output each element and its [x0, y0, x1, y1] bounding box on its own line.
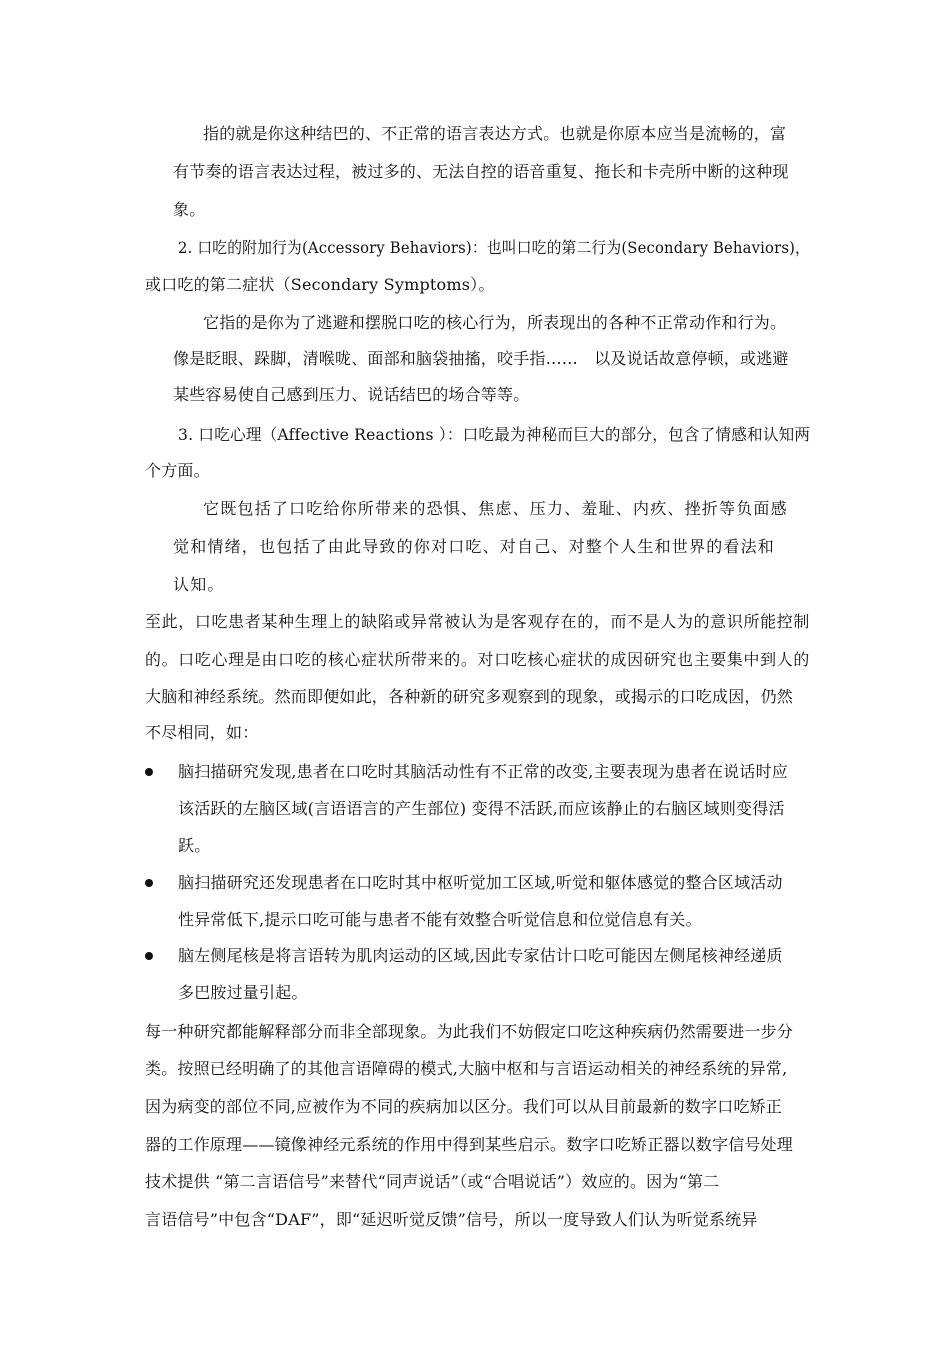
- text-line: 每一种研究都能解释部分而非全部现象。为此我们不妨假定口吃这种疾病仍然需要进一步分: [145, 1022, 794, 1041]
- bullet-icon: [145, 768, 153, 776]
- text-line: 言语信号”中包含“DAF”，即“延迟听觉反馈”信号，所以一度导致人们认为听觉系统异: [145, 1210, 758, 1229]
- text-line: 的。口吃心理是由口吃的核心症状所带来的。对口吃核心症状的成因研究也主要集中到人的: [145, 650, 811, 669]
- text-line: 象。: [173, 200, 206, 219]
- text-line: 性异常低下,提示口吃可能与患者不能有效整合听觉信息和位觉信息有关。: [178, 910, 702, 929]
- text-line: 该活跃的左脑区域(言语语言的产生部位) 变得不活跃,而应该静止的右脑区域则变得活: [178, 799, 785, 818]
- text-line: 技术提供 “第二言语信号”来替代“同声说话”（或“合唱说话”）效应的。因为“第二: [145, 1172, 720, 1191]
- text-line: 认知。: [173, 575, 225, 594]
- bullet-icon: [145, 952, 153, 960]
- text-line: 至此，口吃患者某种生理上的缺陷或异常被认为是客观存在的，而不是人为的意识所能控制: [145, 612, 811, 631]
- text-line: 类。按照已经明确了的其他言语障碍的模式,大脑中枢和与言语运动相关的神经系统的异常,: [145, 1059, 788, 1078]
- text-line: 脑左侧尾核是将言语转为肌肉运动的区域,因此专家估计口吃可能因左侧尾核神经递质: [178, 946, 783, 965]
- text-line: 像是眨眼、跺脚，清喉咙、面部和脑袋抽搐，咬手指…… 以及说话故意停顿，或逃避: [173, 349, 789, 368]
- text-line: 2. 口吃的附加行为(Accessory Behaviors)：也叫口吃的第二行为(Secondary Behaviors)，: [178, 238, 810, 257]
- text-line: 个方面。: [145, 461, 210, 480]
- text-line: 觉和情绪，也包括了由此导致的你对口吃、对自己、对整个人生和世界的看法和: [173, 537, 776, 556]
- text-line: 因为病变的部位不同,应被作为不同的疾病加以区分。我们可以从目前最新的数字口吃矫正: [145, 1097, 783, 1116]
- text-line: 器的工作原理——镜像神经元系统的作用中得到某些启示。数字口吃矫正器以数字信号处理: [145, 1135, 794, 1154]
- text-line: 脑扫描研究还发现患者在口吃时其中枢听觉加工区域,听觉和躯体感觉的整合区域活动: [178, 873, 783, 892]
- text-line: 脑扫描研究发现,患者在口吃时其脑活动性有不正常的改变,主要表现为患者在说话时应: [178, 762, 788, 781]
- text-line: 它既包括了口吃给你所带来的恐惧、焦虑、压力、羞耻、内疚、挫折等负面感: [203, 499, 788, 518]
- text-line: 它指的是你为了逃避和摆脱口吃的核心行为，所表现出的各种不正常动作和行为。: [203, 313, 787, 332]
- text-line: 某些容易使自己感到压力、说话结巴的场合等等。: [173, 385, 530, 404]
- text-line: 3. 口吃心理（Affective Reactions ）：口吃最为神秘而巨大的部分，包含了情感和认知两: [178, 425, 811, 444]
- text-line: 或口吃的第二症状（Secondary Symptoms）。: [145, 275, 495, 294]
- text-line: 有节奏的语言表达过程，被过多的、无法自控的语音重复、拖长和卡壳所中断的这种现: [173, 162, 789, 181]
- text-line: 不尽相同，如：: [145, 723, 259, 742]
- text-line: 大脑和神经系统。然而即便如此，各种新的研究多观察到的现象，或揭示的口吃成因，仍然: [145, 687, 794, 706]
- text-line: 指的就是你这种结巴的、不正常的语言表达方式。也就是你原本应当是流畅的，富: [203, 124, 787, 143]
- bullet-icon: [145, 879, 153, 887]
- text-line: 跃。: [178, 836, 211, 855]
- text-line: 多巴胺过量引起。: [178, 983, 308, 1002]
